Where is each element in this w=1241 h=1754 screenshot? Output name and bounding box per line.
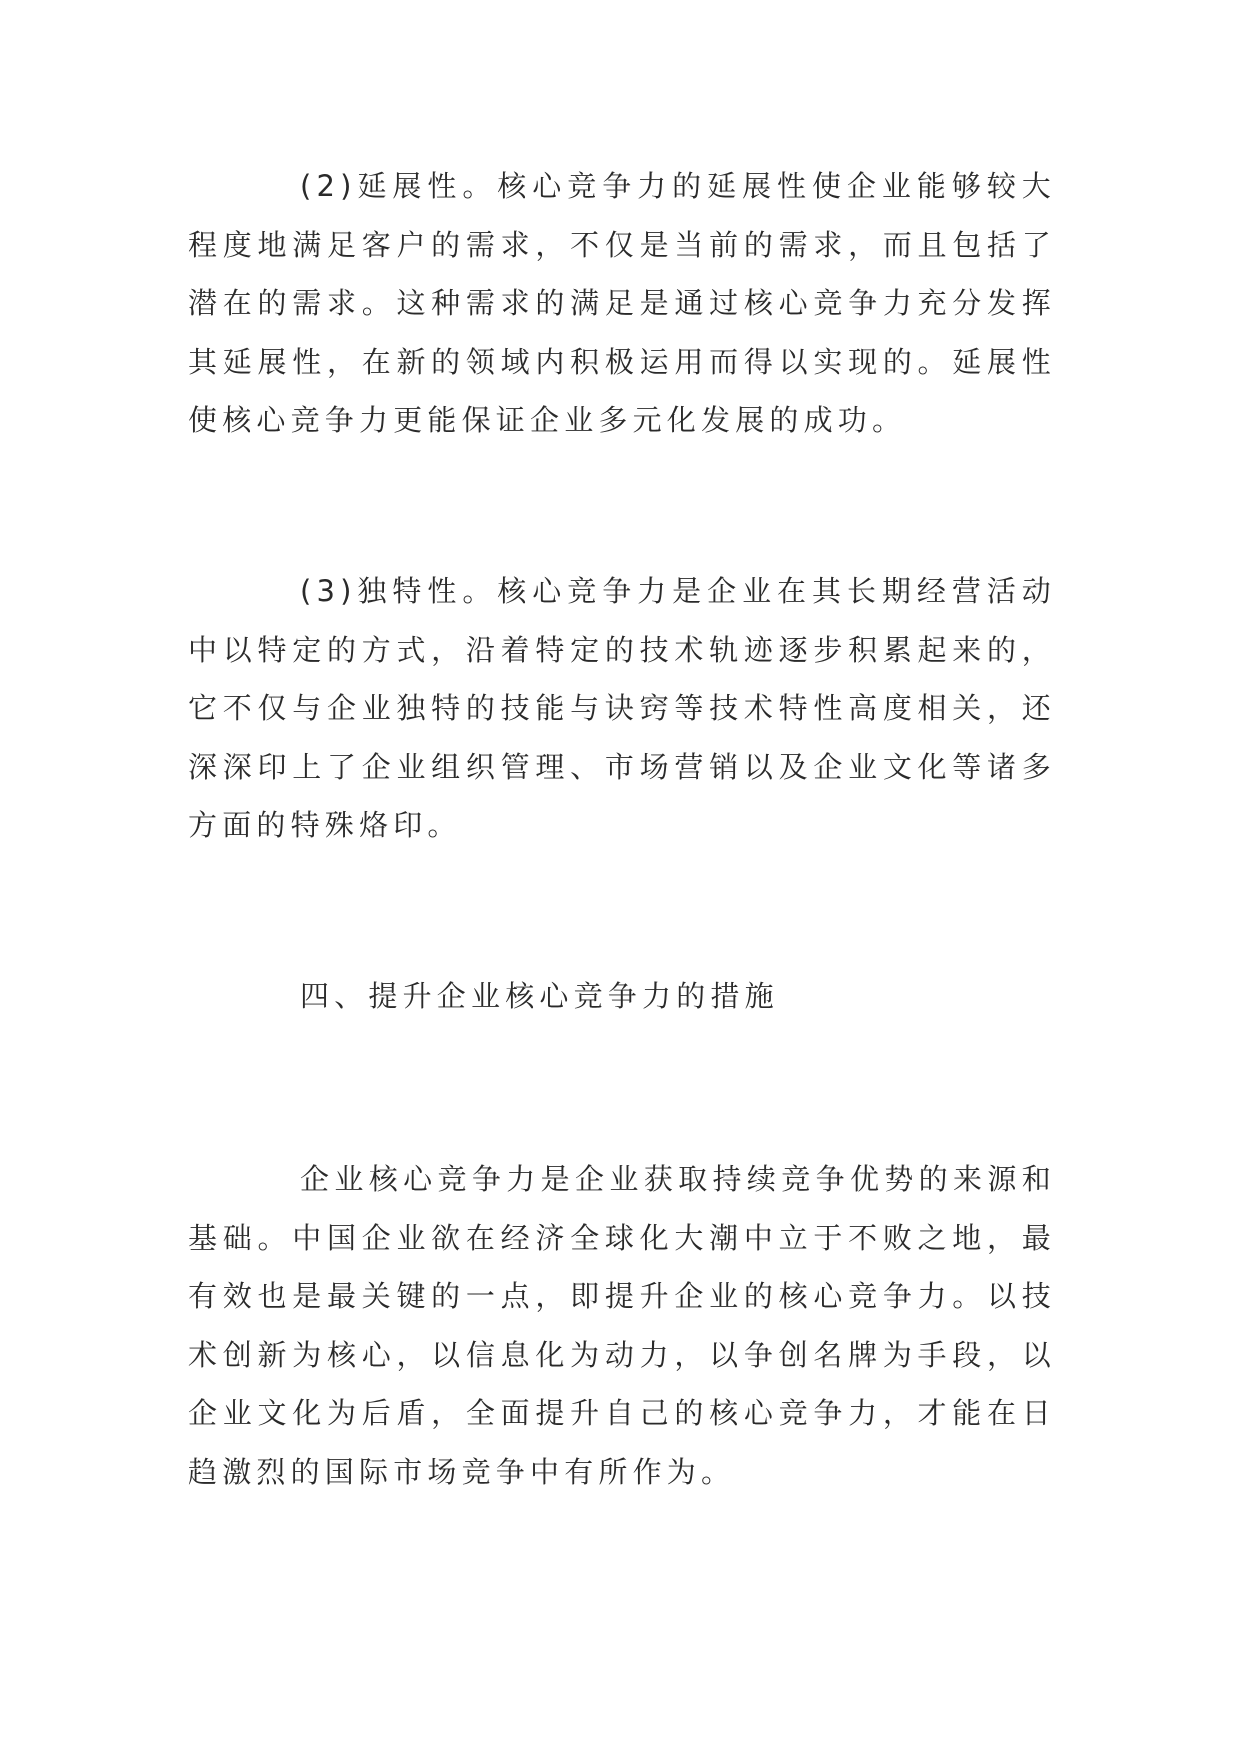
- section-heading: 四、提升企业核心竞争力的措施: [300, 979, 779, 1013]
- paragraph-core-competitiveness: 企业核心竞争力是企业获取持续竞争优势的来源和基础。中国企业欲在经济全球化大潮中立于不败之地，最有效也是最关键的一点，即提升企业的核心竞争力。以技术创新为核心，以信息化为动力，以争创名牌为手段，以企业文化为后盾，全面提升自己的核心竞争力，才能在日趋激烈的国际市场竞争中有所作为。: [188, 1162, 1056, 1489]
- paragraph-extensibility: (2)延展性。核心竞争力的延展性使企业能够较大程度地满足客户的需求，不仅是当前的需求，而且包括了潜在的需求。这种需求的满足是通过核心竞争力充分发挥其延展性，在新的领域内积极运用而得以实现的。延展性使核心竞争力更能保证企业多元化发展的成功。: [188, 169, 1056, 437]
- paragraph-uniqueness: (3)独特性。核心竞争力是企业在其长期经营活动中以特定的方式，沿着特定的技术轨迹逐步积累起来的，它不仅与企业独特的技能与诀窍等技术特性高度相关，还深深印上了企业组织管理、市场营销以及企业文化等诸多方面的特殊烙印。: [188, 574, 1056, 842]
